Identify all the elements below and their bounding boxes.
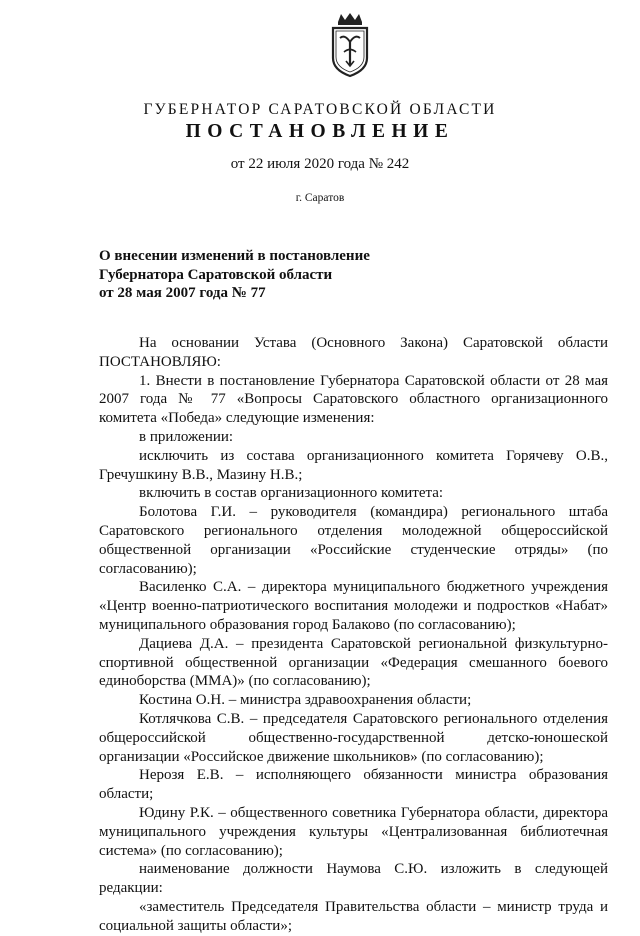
document-type: ПОСТАНОВЛЕНИЕ [185, 121, 455, 142]
body-paragraph: в приложении: [139, 428, 234, 445]
body-paragraph: включить в состав организационного комитета: [139, 485, 444, 502]
body-paragraph: «заместитель Председателя Правительства области – министр труда и социальной защиты области»; [99, 898, 608, 934]
subject-line: Губернатора Саратовской области [99, 266, 333, 283]
issuer-title: ГУБЕРНАТОР САРАТОВСКОЙ ОБЛАСТИ [143, 101, 497, 118]
document-body [99, 334, 608, 936]
document-subject [99, 247, 370, 303]
body-paragraph: Костина О.Н. – министра здравоохранения области; [139, 692, 472, 709]
subject-line: О внесении изменений в постановление [99, 248, 370, 264]
body-paragraph: Котлячкова С.В. – председателя Саратовского регионального отделения общероссийской общественно-государственной детско-юношеской организации «Российское движение школьников» (по согласованию); [99, 710, 608, 765]
body-paragraph: наименование должности Наумова С.Ю. изложить в следующей редакции: [99, 861, 608, 897]
body-paragraph: Юдину Р.К. – общественного советника Губернатора области, директора муниципального учреждения культуры «Централизованная библиотечная система» (по согласованию); [99, 804, 608, 859]
document-date-number: от 22 июля 2020 года № 242 [230, 156, 410, 172]
body-paragraph: Болотова Г.И. – руководителя (командира) регионального штаба Саратовского регионального отделения молодежной общероссийской общественной организации «Российские студенческие отряды» (по согласованию); [99, 504, 608, 577]
body-paragraph: исключить из состава организационного комитета Горячеву О.В., Гречушкину В.В., Мазину Н.В.; [99, 447, 608, 483]
body-paragraph: На основании Устава (Основного Закона) Саратовской области ПОСТАНОВЛЯЮ: [99, 335, 608, 370]
document-city: г. Саратов [295, 192, 345, 204]
body-paragraph: 1. Внести в постановление Губернатора Саратовской области от 28 мая 2007 года № 77 «Вопросы Саратовского областного организационного комитета «Победа» следующие изменения: [99, 372, 608, 427]
body-paragraph: Дациева Д.А. – президента Саратовской региональной физкультурно-спортивной общественной организации «Федерация смешанного боевого единоборства (ММА)» (по согласованию); [99, 635, 608, 690]
subject-line: от 28 мая 2007 года № 77 [99, 285, 266, 301]
saratov-coat-of-arms-icon [328, 12, 372, 78]
body-paragraph: Василенко С.А. – директора муниципального бюджетного учреждения «Центр военно-патриотического воспитания молодежи и подростков «Набат» муниципального образования город Балаково (по согласованию); [99, 579, 608, 633]
body-paragraph: Нерозя Е.В. – исполняющего обязанности министра образования области; [99, 767, 608, 803]
